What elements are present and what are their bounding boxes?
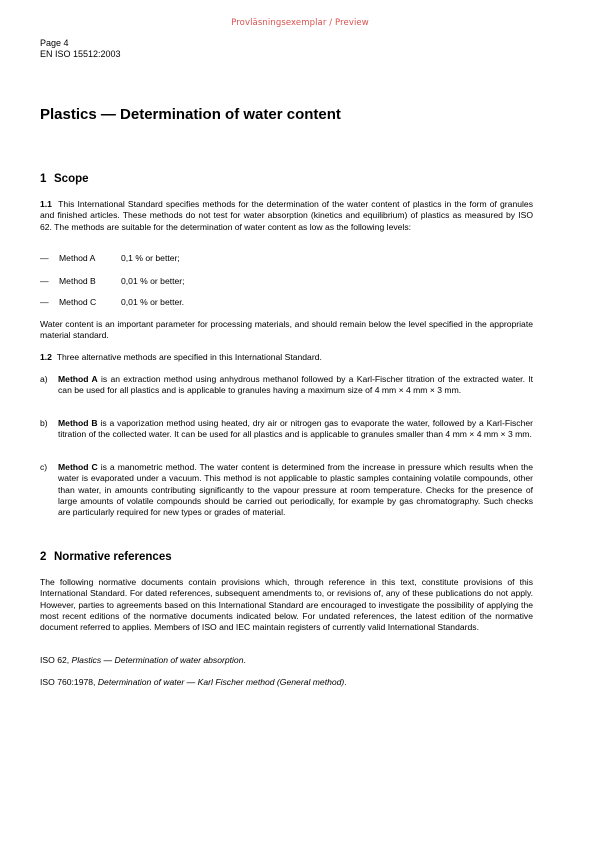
clause-number: 1.1 xyxy=(40,199,52,209)
paragraph-text: This International Standard specifies methods for the determination of the water content of plastics in the form of granules and finished articles. These methods do not test for water absorption (kinetics and equilibrium) of plastics as measured by ISO 62. The methods are suitable for the determination of water content as low as the following levels: xyxy=(40,199,533,232)
reference-end: . xyxy=(344,677,347,687)
dash-marker: — xyxy=(40,297,49,307)
level-value: 0,01 % or better; xyxy=(121,276,185,286)
reference-end: . xyxy=(243,655,246,665)
paragraph-text: Three alternative methods are specified in this International Standard. xyxy=(56,352,322,362)
list-label: c) xyxy=(40,462,48,472)
section-number: 1 xyxy=(40,173,47,185)
method-label: Method C xyxy=(59,297,97,307)
dash-marker: — xyxy=(40,276,49,286)
level-value: 0,01 % or better. xyxy=(121,297,185,307)
paragraph-1-2 xyxy=(40,352,533,363)
document-title: Plastics — Determination of water content xyxy=(40,106,341,123)
method-text: is a vaporization method using heated, dry air or nitrogen gas to evaporate the water, followed by a Karl-Fischer titration of the collected water. It can be used for all plastics and is applicable to granules smaller than 4 mm × 4 mm × 3 mm. xyxy=(58,418,533,440)
list-label: b) xyxy=(40,418,48,428)
method-name: Method C xyxy=(58,462,98,472)
method-text: is a manometric method. The water content is determined from the increase in pressure which results when the water is evaporated under a vacuum. This method is not applicable to plastic samples containing volatile compounds, other than water, in amounts contributing significantly to the vapour pressure at room temperature. Checks for the presence of large amounts of volatile compounds should be carried out periodically, for example by gas chromatography. Such checks are particularly required for new types or grades of material. xyxy=(58,462,533,518)
level-value: 0,1 % or better; xyxy=(121,253,180,263)
level-item xyxy=(40,253,180,264)
method-label: Method B xyxy=(59,276,96,286)
method-name: Method A xyxy=(58,374,98,384)
level-item xyxy=(40,276,185,287)
reference-id: ISO 62, xyxy=(40,655,70,665)
reference-title: Plastics — Determination of water absorption xyxy=(71,655,244,665)
method-description xyxy=(58,374,533,397)
water-content-note: Water content is an important parameter for processing materials, and should remain below the level specified in the appropriate material standard. xyxy=(40,319,533,341)
preview-watermark: Provläsningsexemplar / Preview xyxy=(231,18,369,28)
list-label: a) xyxy=(40,374,48,384)
section-title: Normative references xyxy=(54,551,172,563)
method-description xyxy=(58,462,533,518)
standard-id: EN ISO 15512:2003 xyxy=(40,49,121,59)
reference-id: ISO 760:1978, xyxy=(40,677,96,687)
section-title: Scope xyxy=(54,173,89,185)
paragraph-1-1 xyxy=(40,199,533,233)
dash-marker: — xyxy=(40,253,49,263)
normative-intro: The following normative documents contain provisions which, through reference in this text, constitute provisions of this International Standard. For dated references, subsequent amendments to, or revisions of, any of these publications do not apply. However, parties to agreements based on this International Standard are encouraged to investigate the possibility of applying the most recent editions of the normative documents indicated below. For undated references, the latest edition of the normative document referred to applies. Members of ISO and IEC maintain registers of currently valid International Standards. xyxy=(40,577,533,633)
reference-item xyxy=(40,655,246,666)
method-text: is an extraction method using anhydrous methanol followed by a Karl-Fischer titration of the extracted water. It can be used for all plastics and is applicable to granules having a maximum size of 4 mm × 4 mm × 3 mm. xyxy=(58,374,533,396)
section-number: 2 xyxy=(40,551,47,563)
reference-item xyxy=(40,677,347,688)
method-label: Method A xyxy=(59,253,96,263)
method-name: Method B xyxy=(58,418,98,428)
section-1-heading xyxy=(40,173,89,185)
reference-title: Determination of water — Karl Fischer method (General method) xyxy=(97,677,345,687)
section-2-heading xyxy=(40,551,172,563)
level-item xyxy=(40,297,184,308)
clause-number: 1.2 xyxy=(40,352,52,362)
method-description xyxy=(58,418,533,441)
page-number: Page 4 xyxy=(40,38,69,48)
